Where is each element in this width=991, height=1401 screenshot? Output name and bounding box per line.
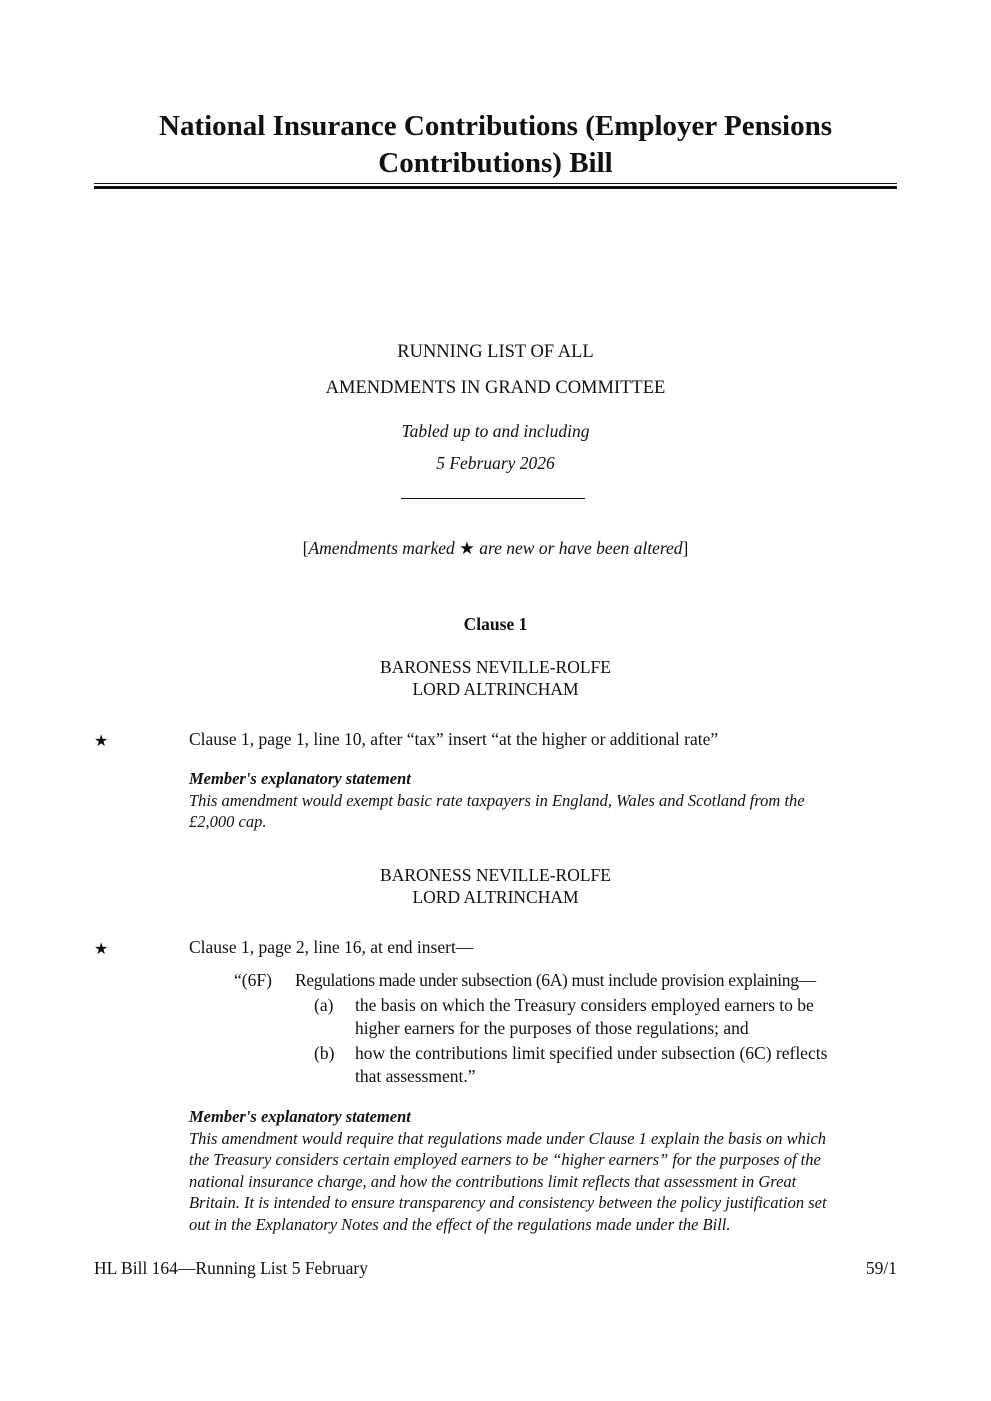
- bill-title-line-1: National Insurance Contributions (Employer Pensions: [159, 110, 832, 142]
- tabled-line-1: Tabled up to and including: [401, 421, 590, 441]
- sponsor-name: BARONESS NEVILLE-ROLFE: [380, 865, 611, 885]
- statement-line: £2,000 cap.: [189, 812, 267, 831]
- explanatory-statement: [189, 768, 899, 833]
- bill-title: [94, 108, 897, 182]
- note-text-a: Amendments marked: [308, 538, 460, 558]
- new-amendment-star-icon: ★: [94, 941, 109, 958]
- statement-heading: Member's explanatory statement: [189, 769, 411, 788]
- statement-line: out in the Explanatory Notes and the effect of the regulations made under the Bill.: [189, 1214, 731, 1234]
- amendment-text: Clause 1, page 1, line 10, after “tax” insert “at the higher or additional rate”: [189, 729, 719, 749]
- insert-lead: Regulations made under subsection (6A) must include provision explaining—: [295, 970, 816, 990]
- sponsor-name: LORD ALTRINCHAM: [412, 887, 579, 907]
- item-label: (b): [314, 1043, 335, 1063]
- new-amendment-star-icon: ★: [94, 733, 109, 750]
- sponsor-names: [0, 656, 991, 700]
- statement-line: This amendment would require that regulations made under Clause 1 explain the basis on which: [189, 1128, 827, 1148]
- star-icon: ★: [459, 538, 475, 558]
- tabled-date: 5 February 2026: [436, 453, 555, 473]
- footer-page-number: 59/1: [865, 1258, 897, 1278]
- item-line: that assessment.”: [355, 1066, 476, 1086]
- heading-line-2: AMENDMENTS IN GRAND COMMITTEE: [325, 378, 666, 398]
- item-line: higher earners for the purposes of those regulations; and: [355, 1018, 749, 1038]
- heading-line-1: RUNNING LIST OF ALL: [397, 342, 594, 362]
- clause-heading: Clause 1: [463, 614, 528, 634]
- item-line: the basis on which the Treasury considers employed earners to be: [355, 995, 814, 1015]
- explanatory-statement: [189, 1106, 899, 1235]
- sponsor-name: LORD ALTRINCHAM: [412, 679, 579, 699]
- amendment-text: Clause 1, page 2, line 16, at end insert—: [189, 937, 474, 957]
- star-note: [0, 538, 991, 559]
- divider-rule: [401, 498, 585, 499]
- footer-bill-reference: HL Bill 164—Running List 5 February: [94, 1258, 368, 1278]
- statement-line: the Treasury considers certain employed earners to be “higher earners” for the purposes of the: [189, 1150, 821, 1169]
- note-bracket-open: [: [302, 538, 309, 558]
- note-bracket-close: ]: [682, 538, 689, 558]
- title-double-rule: [94, 183, 897, 189]
- item-line: how the contributions limit specified under subsection (6C) reflects: [355, 1043, 828, 1063]
- sponsor-name: BARONESS NEVILLE-ROLFE: [380, 657, 611, 677]
- statement-heading: Member's explanatory statement: [189, 1107, 411, 1126]
- item-label: (a): [314, 995, 334, 1015]
- note-text-b: are new or have been altered: [474, 538, 683, 558]
- statement-line: This amendment would exempt basic rate taxpayers in England, Wales and Scotland from the: [189, 790, 805, 810]
- insert-label: “(6F): [234, 970, 272, 990]
- statement-line: Britain. It is intended to ensure transparency and consistency between the policy justification set: [189, 1193, 827, 1212]
- bill-title-line-2: Contributions) Bill: [378, 147, 613, 179]
- sponsor-names: [0, 864, 991, 908]
- statement-line: national insurance charge, and how the contributions limit reflects that assessment in Great: [189, 1171, 797, 1191]
